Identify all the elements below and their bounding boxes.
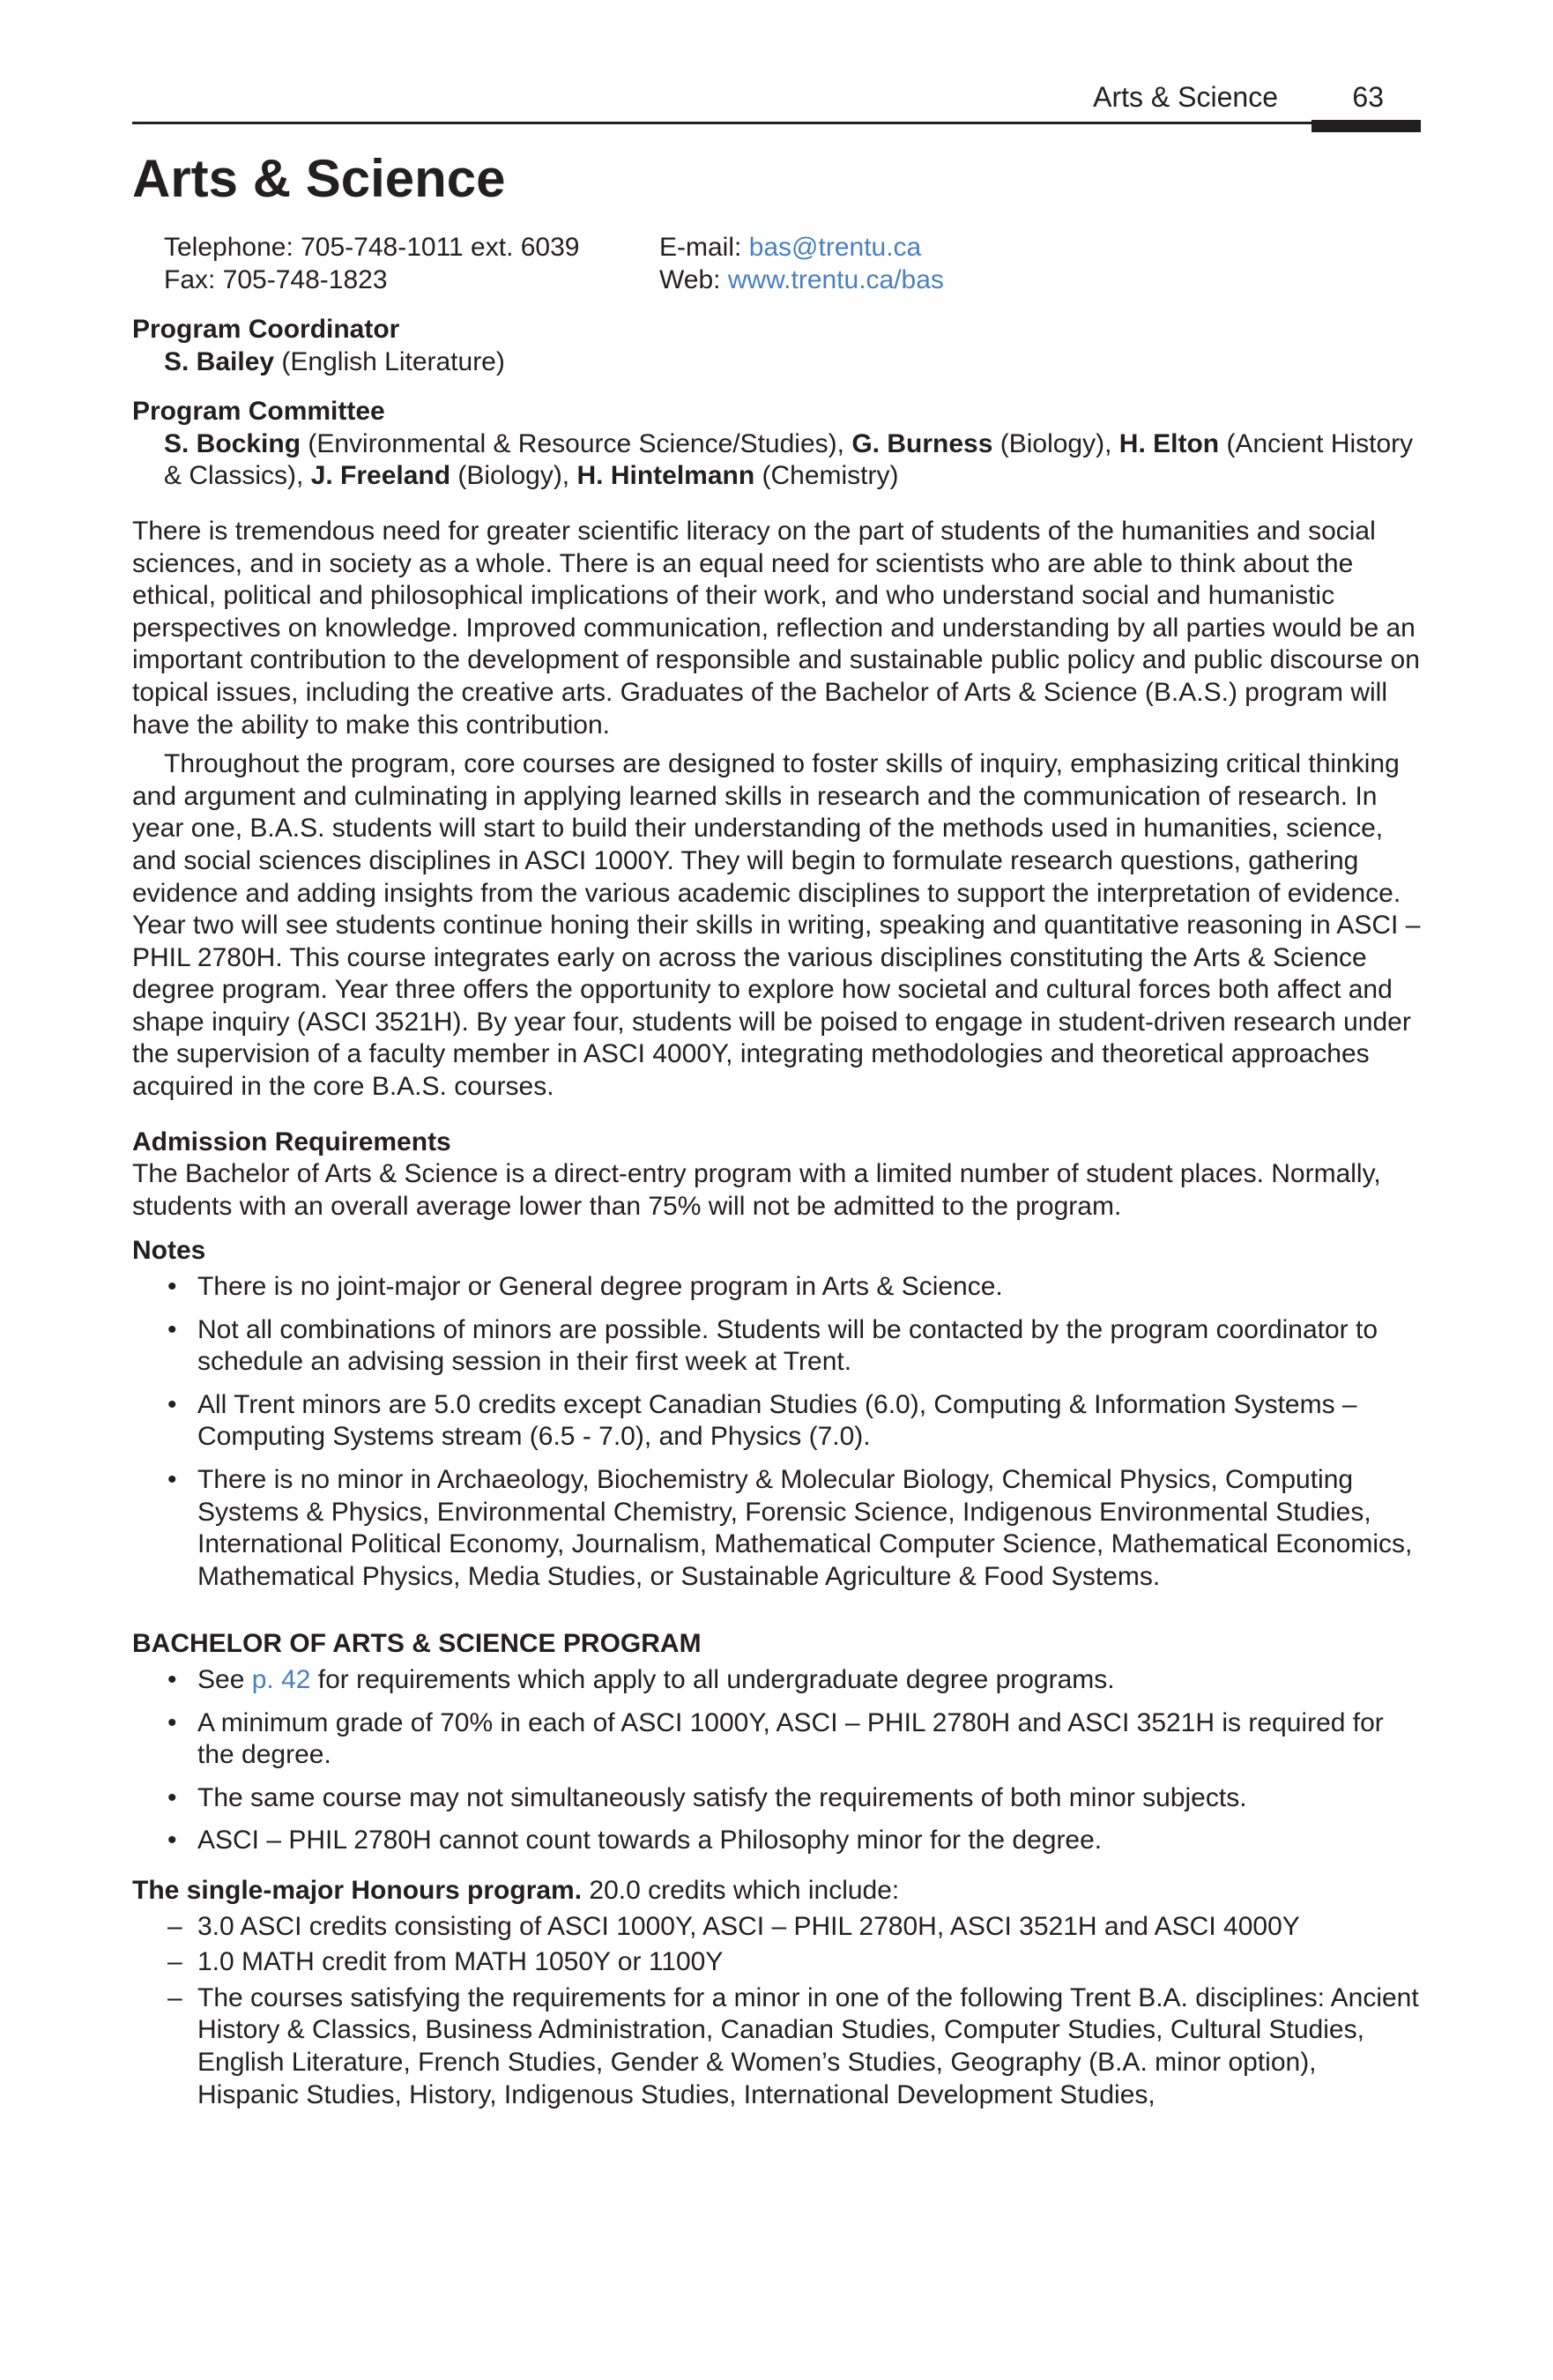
note-text: All Trent minors are 5.0 credits except Canadian Studies (6.0), Computing & Information Systems – Computing Systems stream (6.5 - 7.0), and Physics (7.0). (197, 1389, 1357, 1452)
list-item (132, 1982, 1421, 2111)
intro-paragraph: Throughout the program, core courses are designed to foster skills of inquiry, emphasizing critical thinking and argument and culminating in applying learned skills in research and the communication of research. In year one, B.A.S. students will start to build their understanding of the methods used in humanities, science, and social sciences disciplines in ASCI 1000Y. They will begin to formulate research questions, gathering evidence and adding insights from the various academic disciplines to support the interpretation of evidence. Year two will see students continue honing their skills in writing, speaking and quantitative reasoning in ASCI – PHIL 2780H. This course integrates early on across the various disciplines constituting the Arts & Science degree program. Year three offers the opportunity to explore how societal and cultural forces both affect and shape inquiry (ASCI 3521H). By year four, students will be poised to engage in student-driven research under the supervision of a faculty member in ASCI 4000Y, integrating methodologies and theoretical approaches acquired in the core B.A.S. courses. (132, 749, 1421, 1102)
committee-member-name: H. Elton (1118, 428, 1220, 458)
note-text: There is no minor in Archaeology, Biochemistry & Molecular Biology, Chemical Physics, Computing Systems & Physics, Environmental Chemistry, Forensic Science, Indigenous Environmental Studies, International Political Economy, Journalism, Mathematical Computer Science, Mathematical Economics, Mathematical Physics, Media Studies, or Sustainable Agriculture & Food Systems. (197, 1465, 1413, 1591)
requirement-text: ASCI – PHIL 2780H cannot count towards a Philosophy minor for the degree. (197, 1826, 1103, 1856)
page-reference-link[interactable]: p. 42 (251, 1664, 311, 1694)
committee-heading: Program Committee (132, 397, 385, 427)
list-item (132, 1782, 1421, 1815)
admission-text: The Bachelor of Arts & Science is a direct-entry program with a limited number of student places. Normally, students with an overall average lower than 75% will not be admitted to the program. (132, 1159, 1381, 1221)
coordinator-name: S. Bailey (164, 346, 275, 376)
list-item (132, 1664, 1421, 1697)
committee-member-name: G. Burness (851, 428, 993, 458)
honours-intro-text: 20.0 credits which include: (582, 1875, 900, 1905)
bullet-marker: • (167, 1664, 177, 1694)
committee-member-dept: (Chemistry) (754, 461, 899, 491)
bas-program-heading: BACHELOR OF ARTS & SCIENCE PROGRAM (132, 1629, 702, 1659)
notes-list (132, 1271, 1421, 1593)
committee-member-dept: (Ancient History & Classics), (164, 428, 1414, 491)
list-item (132, 1389, 1421, 1454)
honours-heading: The single-major Honours program. (132, 1875, 583, 1905)
committee-member-dept: (Biology), (450, 461, 577, 491)
intro-paragraph: There is tremendous need for greater scientific literacy on the part of students of the humanities and social sciences, and in society as a whole. There is an equal need for scientists who are able to think about the ethical, political and philosophical implications of their work, and who understand social and humanistic perspectives on knowledge. Improved communication, reflection and understanding by all parties would be an important contribution to the development of responsible and sustainable public policy and public discourse on topical issues, including the creative arts. Graduates of the Bachelor of Arts & Science (B.A.S.) program will have the ability to make this contribution. (132, 516, 1420, 740)
dash-marker: – (167, 1947, 182, 1977)
list-item (132, 1825, 1421, 1857)
committee-member-dept: (Environmental & Resource Science/Studies), (301, 428, 852, 458)
list-item (132, 1464, 1421, 1593)
requirement-text: A minimum grade of 70% in each of ASCI 1000Y, ASCI – PHIL 2780H and ASCI 3521H is required for the degree. (197, 1707, 1384, 1770)
requirement-text-start: See (197, 1664, 252, 1694)
committee-member-name: J. Freeland (310, 461, 451, 491)
contact-block (164, 231, 944, 296)
bullet-marker: • (167, 1465, 177, 1494)
dash-marker: – (167, 1982, 182, 2012)
web-link[interactable]: www.trentu.ca/bas (727, 265, 944, 294)
bullet-marker: • (167, 1782, 177, 1812)
telephone-text: Telephone: 705-748-1011 ext. 6039 (164, 233, 580, 262)
honours-requirement-text: The courses satisfying the requirements for a minor in one of the following Trent B.A. disciplines: Ancient History & Classics, Business Administration, Canadian Studies, Computer Studies, Cultural Studies, English Literature, French Studies, Gender & Women’s Studies, Geography (B.A. minor option), Hispanic Studies, History, Indigenous Studies, International Development Studies, (197, 1982, 1419, 2109)
page-number: 63 (1352, 81, 1384, 113)
running-header (132, 78, 1421, 124)
honours-list (132, 1911, 1421, 2112)
coordinator-entry (132, 346, 1421, 379)
fax-text: Fax: 705-748-1823 (164, 265, 388, 294)
bullet-marker: • (167, 1314, 177, 1344)
notes-heading: Notes (132, 1236, 206, 1266)
body-content (132, 314, 1421, 2111)
requirement-text: The same course may not simultaneously satisfy the requirements of both minor subjects. (197, 1782, 1247, 1812)
bas-program-list (132, 1664, 1421, 1857)
email-label: E-mail: (659, 233, 749, 262)
list-item (132, 1314, 1421, 1379)
email-link[interactable]: bas@trentu.ca (748, 233, 922, 262)
note-text: There is no joint-major or General degree program in Arts & Science. (197, 1272, 1003, 1302)
committee-members (132, 428, 1421, 493)
list-item (132, 1911, 1421, 1944)
page-title: Arts & Science (132, 149, 506, 208)
honours-requirement-text: 3.0 ASCI credits consisting of ASCI 1000Y, ASCI – PHIL 2780H, ASCI 3521H and ASCI 4000Y (197, 1911, 1300, 1941)
admission-heading: Admission Requirements (132, 1127, 451, 1157)
header-section-name: Arts & Science (1093, 81, 1278, 113)
honours-requirement-text: 1.0 MATH credit from MATH 1050Y or 1100Y (197, 1947, 724, 1977)
note-text: Not all combinations of minors are possible. Students will be contacted by the program coordinator to schedule an advising session in their first week at Trent. (197, 1314, 1378, 1377)
bullet-marker: • (167, 1389, 177, 1419)
header-tab-bar (1312, 120, 1421, 132)
coordinator-heading: Program Coordinator (132, 315, 400, 344)
web-label: Web: (659, 265, 728, 294)
committee-member-name: S. Bocking (164, 428, 301, 458)
list-item (132, 1707, 1421, 1772)
honours-intro (132, 1875, 1421, 1908)
list-item (132, 1271, 1421, 1304)
list-item (132, 1946, 1421, 1979)
bullet-marker: • (167, 1272, 177, 1302)
bullet-marker: • (167, 1707, 177, 1737)
requirement-text-end: for requirements which apply to all undergraduate degree programs. (310, 1664, 1115, 1694)
committee-member-name: H. Hintelmann (576, 461, 755, 491)
dash-marker: – (167, 1911, 182, 1941)
committee-member-dept: (Biology), (992, 428, 1119, 458)
coordinator-dept: (English Literature) (274, 346, 505, 376)
bullet-marker: • (167, 1826, 177, 1856)
